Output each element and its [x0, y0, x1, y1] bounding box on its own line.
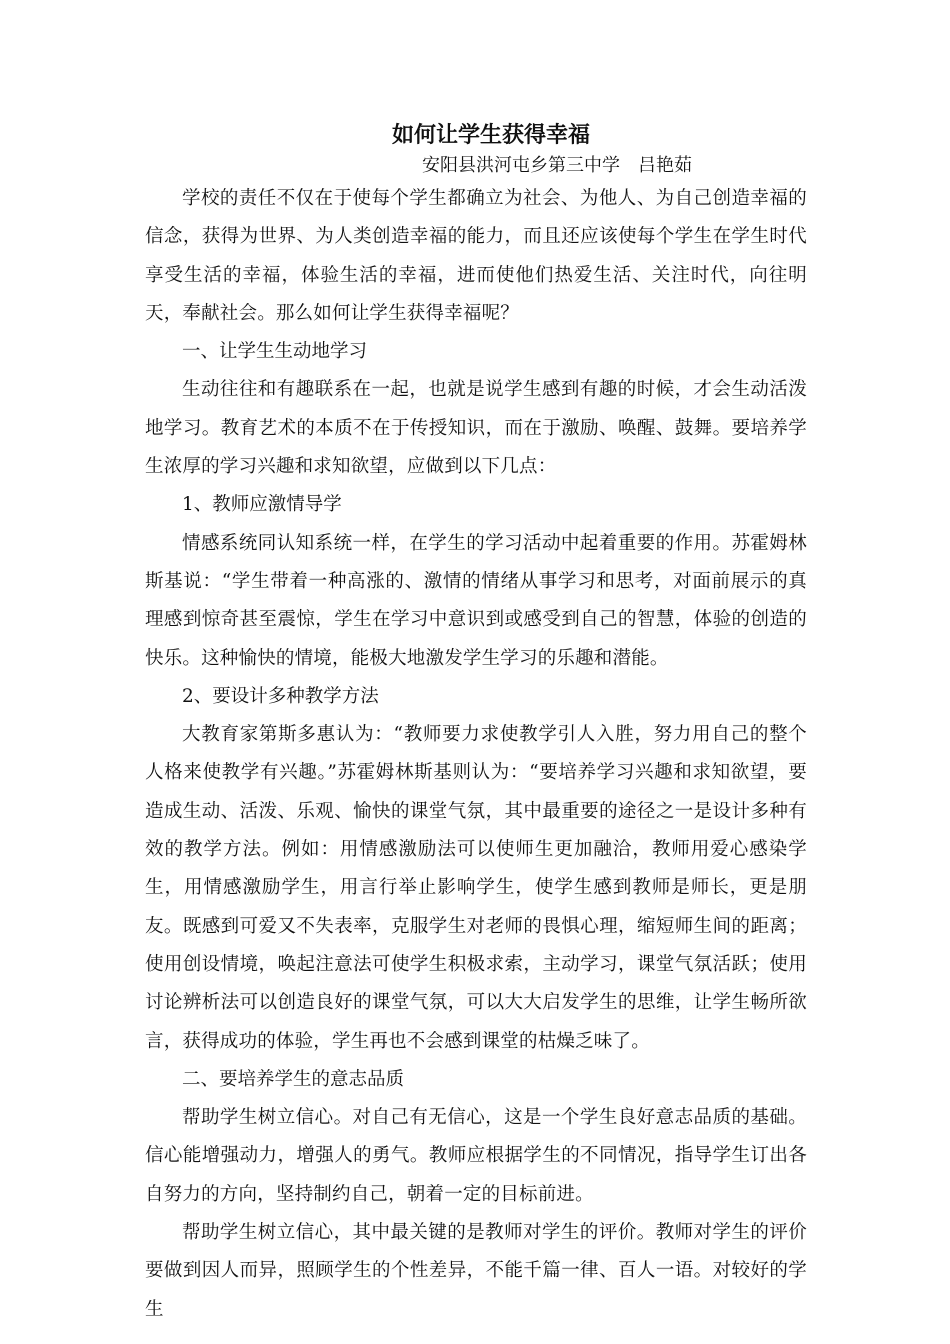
paragraph-subsection-1-1: 情感系统同认知系统一样，在学生的学习活动中起着重要的作用。苏霍姆林斯基说：“学生带着一种高涨的、激情的情绪从事学习和思考，对面前展示的真理感到惊奇甚至震惊，学生在学习中意识到或感受到自己的智慧，体验的创造的快乐。这种愉快的情境，能极大地激发学生学习的乐趣和潜能。	[145, 532, 807, 669]
paragraph-section-2-a: 帮助学生树立信心。对自己有无信心，这是一个学生良好意志品质的基础。信心能增强动力，增强人的勇气。教师应根据学生的不同情况，指导学生订出各自努力的方向，坚持制约自己，朝着一定的目标前进。	[145, 1107, 807, 1205]
subsection-heading-1-2: 2、要设计多种教学方法	[182, 685, 379, 707]
paragraph-intro: 学校的责任不仅在于使每个学生都确立为社会、为他人、为自己创造幸福的信念，获得为世界、为人类创造幸福的能力，而且还应该使每个学生在学生时代享受生活的幸福，体验生活的幸福，进而使他们热爱生活、关注时代，向往明天，奉献社会。那么如何让学生获得幸福呢？	[145, 188, 807, 324]
author-byline: 安阳县洪河屯乡第三中学 吕艳茹	[422, 155, 692, 176]
document-title: 如何让学生获得幸福	[391, 122, 590, 148]
section-heading-2: 二、要培养学生的意志品质	[182, 1068, 405, 1090]
document-page	[145, 118, 807, 1329]
paragraph-section-1: 生动往往和有趣联系在一起，也就是说学生感到有趣的时候，才会生动活泼地学习。教育艺术的本质不在于传授知识，而在于激励、唤醒、鼓舞。要培养学生浓厚的学习兴趣和求知欲望，应做到以下几点：	[145, 379, 807, 478]
subsection-heading-1-1: 1、教师应激情导学	[182, 494, 342, 516]
paragraph-section-2-b: 帮助学生树立信心，其中最关键的是教师对学生的评价。教师对学生的评价要做到因人而异，照顾学生的个性差异，不能千篇一律、百人一语。对较好的学生	[145, 1222, 807, 1320]
section-heading-1: 一、让学生生动地学习	[182, 341, 368, 363]
paragraph-subsection-1-2: 大教育家第斯多惠认为：“教师要力求使教学引人入胜，努力用自己的整个人格来使教学有兴趣。”苏霍姆林斯基则认为：“要培养学习兴趣和求知欲望，要造成生动、活泼、乐观、愉快的课堂气氛，其中最重要的途径之一是设计多种有效的教学方法。例如：用情感激励法可以使师生更加融洽，教师用爱心感染学生，用情感激励学生，用言行举止影响学生，使学生感到教师是师长，更是朋友。既感到可爱又不失表率，克服学生对老师的畏惧心理，缩短师生间的距离；使用创设情境，唤起注意法可使学生积极求索，主动学习，课堂气氛活跃；使用讨论辨析法可以创造良好的课堂气氛，可以大大启发学生的思维，让学生畅所欲言，获得成功的体验，学生再也不会感到课堂的枯燥乏味了。	[145, 724, 807, 1052]
